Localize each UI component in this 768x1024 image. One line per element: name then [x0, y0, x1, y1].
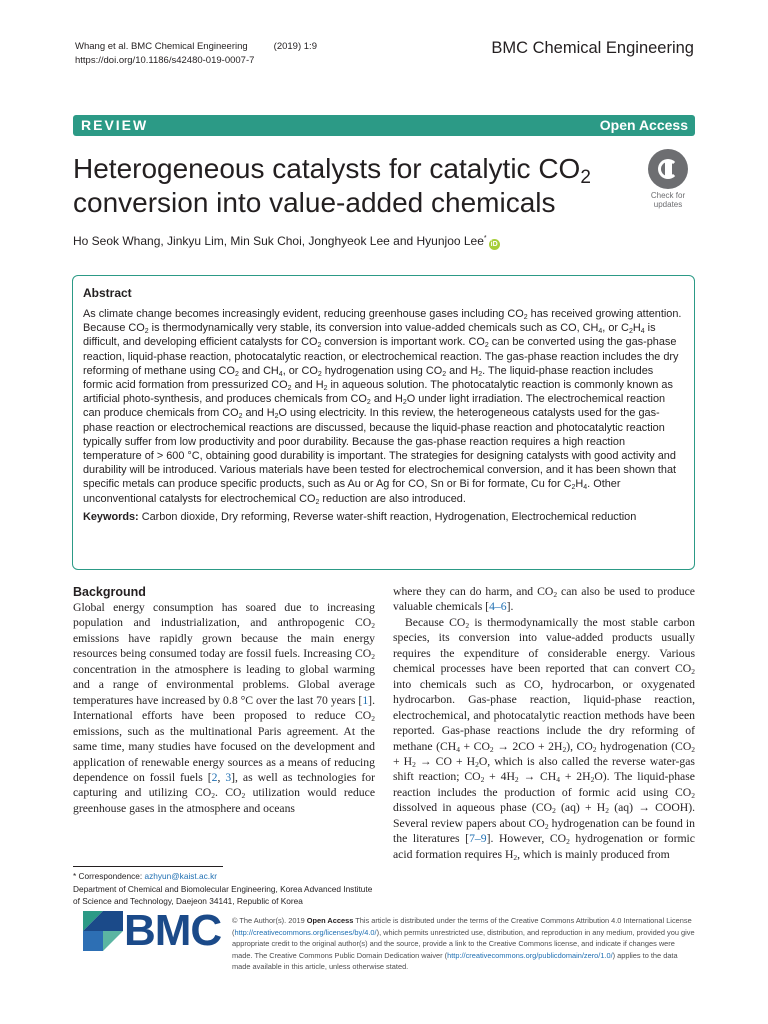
author-list	[73, 234, 500, 250]
keywords-list: Carbon dioxide, Dry reforming, Reverse water-shift reaction, Hydrogenation, Electrochemical reduction	[141, 510, 637, 523]
body-right-column	[393, 584, 695, 862]
open-access-bold: Open Access	[306, 916, 354, 925]
correspondence-email[interactable]: azhyun@kaist.ac.kr	[144, 871, 218, 881]
year-volume: (2019) 1:9	[273, 41, 317, 52]
citation-link[interactable]: 3	[225, 770, 232, 784]
abstract-text: As climate change becomes increasingly evident, reducing greenhouse gases including $CO_2$ has received growing attention. Because $CO_2$ is thermodynamically very stable, its conversion into value-added chemicals such as CO, $CH_4$, or $C_2H_4$ is difficult, and developing efficient catalysts for $CO_2$ conversion is important work. $CO_2$ can be converted using the gas-phase reaction, liquid-phase reaction, photocatalytic reaction, or electrochemical reaction. The gas-phase reaction includes the dry reforming of methane using $CO_2$ and $CH_4$, or $CO_2$ hydrogenation using $CO_2$ and $H_2$. The liquid-phase reaction includes formic acid formation from pressurized $CO_2$ and $H_2$ in aqueous solution. The photocatalytic reaction is commonly known as artificial photo-synthesis, and produces chemicals from $CO_2$ and $H_2O$ under light irradiation. The electrochemical reaction can produce chemicals from $CO_2$ and $H_2O$ using electricity. In this review, the heterogeneous catalysts used for the gas-phase reaction or electrochemical reactions are discussed, because the liquid-phase reaction and photocatalytic reaction typically suffer from low productivity and poor durability. Because the gas-phase reaction requires a high reaction temperature of > 600 °C, obtaining good durability is important. The strategies for designing catalysts with good activity and durability will be introduced. Various materials have been tested for electrochemical conversion, and it has been shown that specific metals can produce specific products, such as Au or Ag for CO, Sn or Bi for formate, Cu for $C_2H_4$. Other unconventional catalysts for electrochemical $CO_2$ reduction are also introduced.	[83, 308, 682, 506]
body-paragraph: Global energy consumption has soared due to increasing population and industrialization, and anthropogenic $CO_2$ emissions have rapidly grown because the main energy resources being consumed today are fossil fuels. Increasing $CO_2$ concentration in the atmosphere is leading to global warming and a range of environmental problems. Global average temperatures have increased by 0.8 °C over the last 70 years [1]. International efforts have been proposed to reduce $CO_2$ emissions, such as the multinational Paris agreement. At the same time, many studies have focused on the development and application of renewable energy sources as a means of reducing dependence on fossil fuels [2, 3], as well as technologies for capturing and utilizing $CO_2$. $CO_2$ utilization would reduce greenhouse gases in the atmosphere and oceans	[73, 601, 376, 815]
keywords	[83, 510, 684, 524]
bmc-tile-mark	[83, 911, 123, 951]
section-heading-background: Background	[73, 585, 146, 599]
article-type-banner	[73, 115, 695, 136]
citation-link[interactable]: 1	[362, 693, 369, 707]
journal-citation: Whang et al. BMC Chemical Engineering	[75, 41, 248, 52]
body-paragraph: Because $CO_2$ is thermodynamically the most stable carbon species, its conversion into value-added products usually requires the expenditure of considerable energy. Various chemical processes have been reported that can convert $CO_2$ into chemicals such as CO, hydrocarbon, or oxygenated hydrocarbon. Gas-phase reaction, liquid-phase reaction, electrochemical, and photocatalytic reaction methods have been reported. Gas-phase reactions include the dry reforming of methane $(CH_4 + CO_2 \to 2CO + 2H_2)$, $CO_2$ hydrogenation ($CO_2 + H_2$ → CO + $H_2O$, which is also called the reverse water-gas shift reaction; $CO_2 + 4H_2 \to CH_4 + 2H_2O$). The liquid-phase reaction includes the production of formic acid using $CO_2$ dissolved in aqueous phase ($CO_2$ $(aq) + H_2$ (aq) → COOH). Several review papers about $CO_2$ hydrogenation can be found in the literatures [7–9]. However, $CO_2$ hydrogenation or formic acid formation requires $H_2$, which is mainly produced from	[393, 615, 696, 862]
title-subscript: 2	[580, 167, 591, 188]
bmc-logo-text: BMC	[124, 906, 222, 955]
check-for-updates-icon	[648, 149, 688, 189]
check-for-updates-button[interactable]	[643, 149, 693, 209]
abstract-heading: Abstract	[83, 286, 132, 300]
citation-link[interactable]: 4–6	[489, 600, 507, 614]
title-line1: Heterogeneous catalysts for catalytic CO	[73, 153, 581, 184]
doi-link[interactable]: https://doi.org/10.1186/s42480-019-0007-7	[75, 55, 255, 66]
orcid-icon[interactable]: iD	[490, 241, 498, 248]
article-title	[73, 152, 633, 220]
article-type: REVIEW	[81, 117, 149, 133]
affiliation: Department of Chemical and Biomolecular Engineering, Korea Advanced Institute of Science and Technology, Daejeon 34141, Republic of Korea	[73, 883, 373, 906]
license-text: This article is distributed under the terms of the Creative Commons Attribution 4.0 International License (	[232, 916, 692, 937]
corresponding-mark: *	[483, 235, 487, 242]
open-access-label: Open Access	[599, 117, 688, 133]
citation-link[interactable]: 2	[211, 770, 218, 784]
footnote-rule	[73, 866, 223, 867]
correspondence-label: * Correspondence:	[73, 871, 143, 881]
body-paragraph: where they can do harm, and $CO_2$ can also be used to produce valuable chemicals [4–6].	[393, 585, 695, 614]
license-statement	[232, 915, 697, 973]
license-link[interactable]: http://creativecommons.org/licenses/by/4.0/	[234, 927, 377, 937]
check-for-updates-label: Check for updates	[650, 191, 686, 209]
citation-link[interactable]: 7–9	[469, 832, 487, 846]
abstract-box	[72, 275, 695, 570]
journal-name: BMC Chemical Engineering	[491, 39, 694, 57]
bmc-logo-icon	[83, 911, 123, 956]
body-left-column	[73, 584, 375, 816]
running-header	[75, 40, 317, 68]
author-names: Ho Seok Whang, Jinkyu Lim, Min Suk Choi, Jonghyeok Lee and Hyunjoo Lee	[73, 234, 484, 248]
footnote	[73, 870, 375, 908]
license-text: ) applies to the data made available in this article, unless otherwise stated.	[232, 950, 678, 971]
license-text: ), which permits unrestricted use, distribution, and reproduction in any medium, provided you give appropriate credit to the original author(s) and the source, provide a link to the Creative Commons license, and indicate if changes were made. The Creative Commons Public Domain Dedication waiver (	[232, 927, 695, 960]
copyright: © The Author(s). 2019	[232, 916, 305, 925]
keywords-label: Keywords:	[83, 510, 139, 523]
title-line2: conversion into value-added chemicals	[73, 187, 556, 218]
waiver-link[interactable]: http://creativecommons.org/publicdomain/zero/1.0/	[447, 950, 613, 960]
